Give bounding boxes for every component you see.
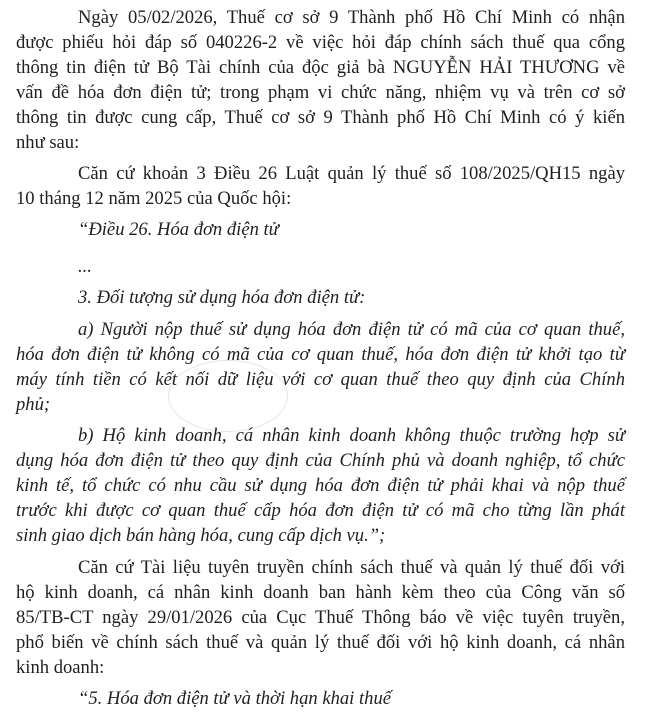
clause-a-line-2: hóa đơn điện tử không có mã của cơ quan thuế, hóa đơn điện tử khởi tạo từ [16, 344, 625, 365]
paragraph-1-line-1: Ngày 05/02/2026, Thuế cơ sở 9 Thành phố Hồ Chí Minh có nhận [78, 7, 625, 28]
clause-3-heading: 3. Đối tượng sử dụng hóa đơn điện tử: [78, 287, 366, 308]
clause-a-line-3: máy tính tiền có kết nối dữ liệu với cơ quan thuế theo quy định của Chính [16, 369, 625, 390]
paragraph-8-line-4: phổ biến về chính sách thuế và quản lý thuế đối với hộ kinh doanh, cá nhân [16, 632, 625, 653]
clause-b-line-5: sinh giao dịch bán hàng hóa, cung cấp dịch vụ.”; [16, 525, 386, 546]
ellipsis-line: ... [78, 256, 92, 277]
clause-b-line-1: b) Hộ kinh doanh, cá nhân kinh doanh không thuộc trường hợp sử [78, 425, 625, 446]
paragraph-1-line-6: như sau: [16, 132, 80, 153]
clause-b-line-4: trước khi được cơ quan thuế cấp hóa đơn điện tử có mã cho từng lần phát [16, 500, 625, 521]
clause-b-line-3: kinh tế, tổ chức có nhu cầu sử dụng hóa đơn điện tử phải khai và nộp thuế [16, 475, 625, 496]
paragraph-1-line-3: thông tin điện tử Bộ Tài chính của độc giả bà NGUYỄN HẢI THƯƠNG về [16, 57, 625, 78]
clause-a-line-1: a) Người nộp thuế sử dụng hóa đơn điện tử có mã của cơ quan thuế, [78, 319, 625, 340]
clause-a-line-4: phủ; [16, 394, 51, 415]
paragraph-1-line-2: được phiếu hỏi đáp số 040226-2 về việc hỏi đáp chính sách thuế qua cổng [16, 32, 625, 53]
paragraph-8-line-5: kinh doanh: [16, 657, 105, 678]
paragraph-1-line-5: thông tin được cung cấp, Thuế cơ sở 9 Thành phố Hồ Chí Minh có ý kiến [16, 107, 625, 128]
paragraph-1-line-4: vấn đề hóa đơn điện tử; trong phạm vi chức năng, nhiệm vụ và trên cơ sở [16, 82, 625, 103]
paragraph-8-line-2: hộ kinh doanh, cá nhân kinh doanh ban hành kèm theo của Công văn số [16, 582, 625, 603]
paragraph-8-line-1: Căn cứ Tài liệu tuyên truyền chính sách thuế và quản lý thuế đối với [78, 557, 625, 578]
paragraph-2-line-2: 10 tháng 12 năm 2025 của Quốc hội: [16, 188, 292, 209]
paragraph-8-line-3: 85/TB-CT ngày 29/01/2026 của Cục Thuế Thông báo về việc tuyên truyền, [16, 607, 625, 628]
article-heading: “Điều 26. Hóa đơn điện tử [78, 219, 279, 240]
paragraph-2-line-1: Căn cứ khoản 3 Điều 26 Luật quản lý thuế số 108/2025/QH15 ngày [78, 163, 625, 184]
clause-b-line-2: dụng hóa đơn điện tử theo quy định của Chính phủ và doanh nghiệp, tổ chức [16, 450, 625, 471]
section-5-heading: “5. Hóa đơn điện tử và thời hạn khai thuế [78, 688, 391, 709]
